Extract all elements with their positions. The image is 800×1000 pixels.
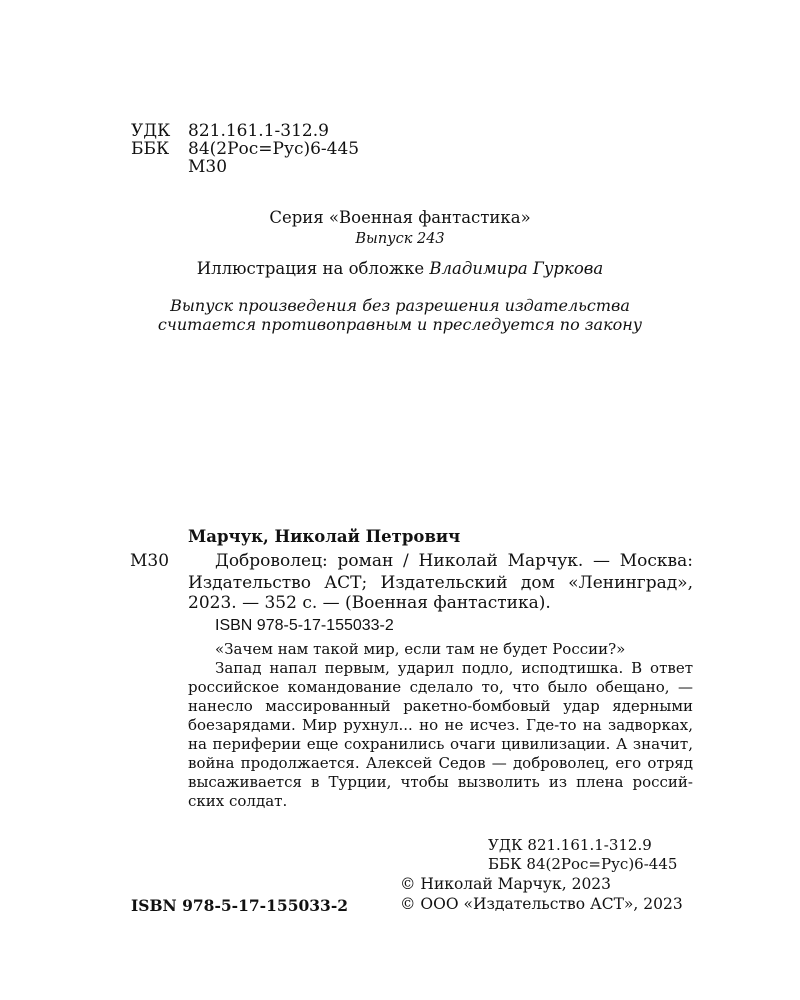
copyright-author: © Николай Марчук, 2023 (400, 875, 612, 893)
copyright-warning-line-1: Выпуск произведения без разрешения издательства (170, 296, 630, 315)
author-mark: М30 (130, 551, 170, 571)
copyright-publisher: © ООО «Издательство АСТ», 2023 (400, 895, 683, 913)
udk-footer: УДК 821.161.1-312.9 (488, 836, 652, 854)
annotation-line: высаживается в Турции, чтобы вызволить из плена россий- (188, 773, 693, 791)
annotation-line: российское командование сделало то, что было обещано, — (188, 678, 693, 696)
annotation-line: Запад напал первым, ударил подло, исподтишка. В ответ (215, 659, 693, 677)
annotation-line: «Зачем нам такой мир, если там не будет России?» (215, 640, 626, 658)
series-issue: Выпуск 243 (355, 231, 445, 247)
isbn-entry: ISBN 978-5-17-155033-2 (215, 617, 394, 634)
udk-code: 821.161.1-312.9 (188, 121, 329, 141)
annotation-line: боезарядами. Мир рухнул... но не исчез. Где-то на задворках, (188, 716, 693, 734)
illustration-credit (0, 259, 800, 278)
udk-label: УДК (131, 121, 171, 141)
annotation-line: на периферии еще сохранились очаги цивилизации. А значит, (188, 735, 693, 753)
bbk-label: ББК (131, 139, 170, 159)
illustration-prefix: Иллюстрация на обложке (196, 259, 430, 278)
illustration-artist: Владимира Гуркова (429, 259, 604, 278)
bibliographic-line-3: 2023. — 352 с. — (Военная фантастика). (188, 593, 551, 613)
annotation-line: война продолжается. Алексей Седов — доброволец, его отряд (188, 754, 693, 772)
bibliographic-line-1: Доброволец: роман / Николай Марчук. — Москва: (215, 551, 693, 571)
author-heading: Марчук, Николай Петрович (188, 527, 461, 546)
bibliographic-line-2: Издательство АСТ; Издательский дом «Ленинград», (188, 573, 693, 593)
annotation-line: нанесло массированный ракетно-бомбовый удар ядерными (188, 697, 693, 715)
bbk-footer: ББК 84(2Рос=Рус)6-445 (488, 855, 678, 873)
isbn-footer: ISBN 978-5-17-155033-2 (131, 896, 349, 915)
bbk-code: 84(2Рос=Рус)6-445 (188, 139, 360, 159)
author-mark-top: М30 (188, 157, 228, 177)
copyright-warning-line-2: считается противоправным и преследуется по закону (157, 315, 643, 334)
series-title: Серия «Военная фантастика» (269, 208, 531, 227)
annotation-line: ских солдат. (188, 792, 288, 810)
